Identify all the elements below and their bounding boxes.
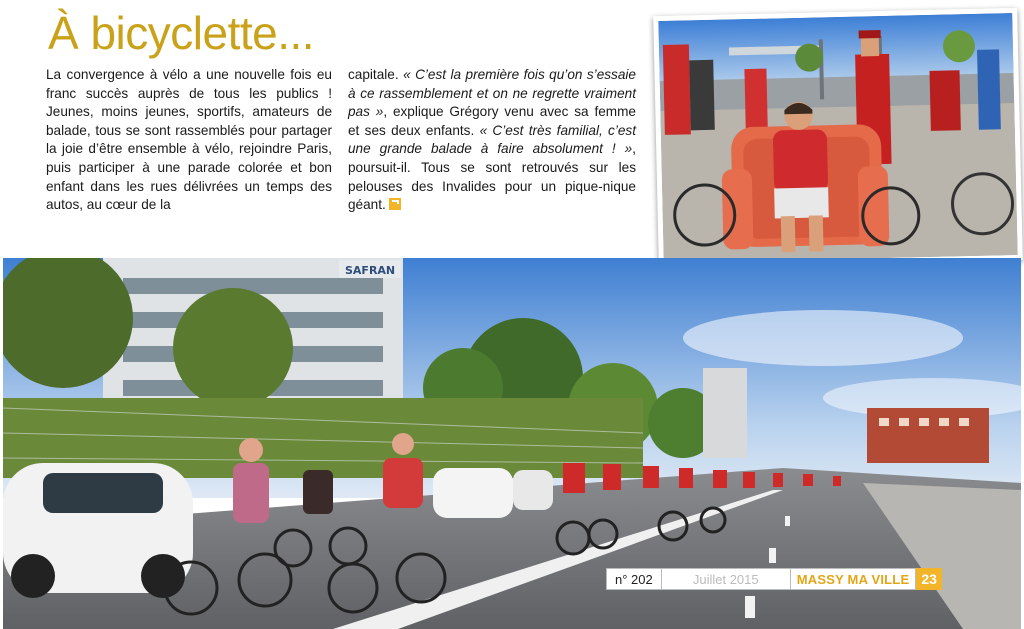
article-column-2 xyxy=(348,66,636,215)
page-footer xyxy=(606,568,942,590)
building-sign-text: SAFRAN xyxy=(345,264,396,277)
page-number: 23 xyxy=(916,568,942,590)
article-title: À bicyclette... xyxy=(48,7,315,59)
text-run: , explique Grégory venu avec sa femme et ses deux enfants. xyxy=(348,104,636,138)
article-column-1 xyxy=(46,66,332,215)
photo-armchair-cyclists xyxy=(653,8,1023,268)
article-paragraph-1: La convergence à vélo a une nouvelle fois eu franc succès auprès de tous les publics ! Jeunes, moins jeunes, sportifs, amateurs de balade, tous se sont rassemblés pour partager la joie d’être ensemble à vélo, rejoindre Paris, puis participer à une parade colorée et bon enfant dans les rues délivrées un temps des autos, au cœur de la xyxy=(46,67,332,213)
text-run: , poursuit-il. Tous se sont retrouvés sur les pelouses des Invalides pour un pique-nique géant. xyxy=(348,141,636,213)
end-mark-icon xyxy=(389,198,401,210)
quote-2: « C’est très familial, c’est une grande balade à faire absolument ! » xyxy=(348,122,636,157)
issue-number: n° 202 xyxy=(606,568,662,590)
quote-1: « C’est la première fois qu’on s’essaie à ce rassemblement et on ne regrette vraiment pas » xyxy=(348,67,636,120)
text-run: capitale. xyxy=(348,67,404,82)
photo-armchair-image xyxy=(658,13,1017,263)
magazine-name: MASSY MA VILLE xyxy=(790,568,917,590)
article-paragraph-2 xyxy=(348,66,636,215)
issue-date: Juillet 2015 xyxy=(662,568,790,590)
